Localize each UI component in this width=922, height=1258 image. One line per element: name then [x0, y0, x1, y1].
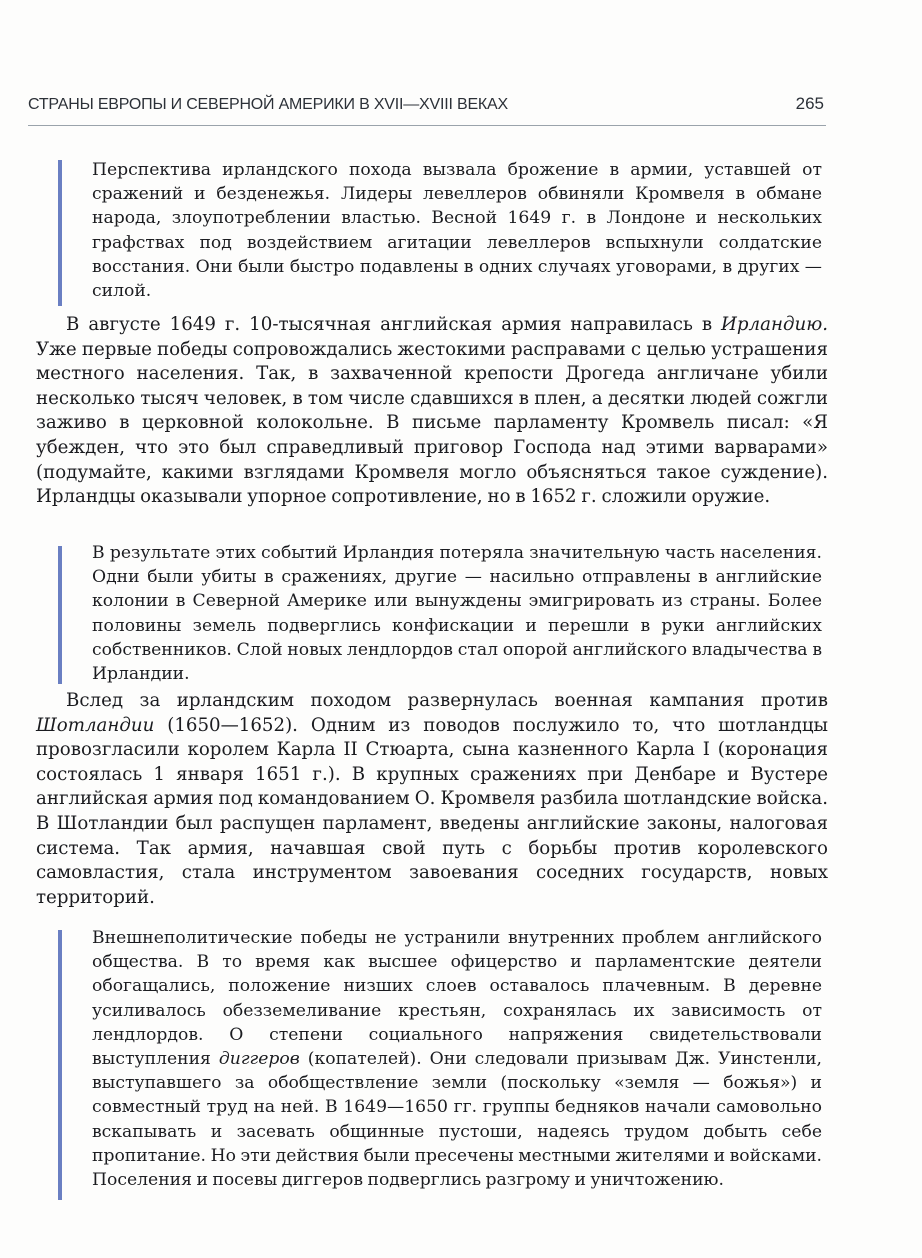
aside-paragraph-2: [92, 541, 822, 686]
main-paragraph-2: [36, 689, 828, 910]
aside-marker-bar: [58, 546, 62, 684]
main-1-intro: В августе 1649 г. 10-тысячная английская армия направилась в: [66, 314, 722, 335]
main-2-intro: Вслед за ирландским походом развернулась военная кампания против: [66, 690, 828, 711]
aside-3-text: (копателей). Они следовали призывам Дж. Уинстенли, выступавшего за обобществление земли (поскольку «земля — божья») и совместный труд на ней. В 1649—1650 гг. группы бедняков начали самовольно вскапывать и засевать общинные пустоши, надеясь трудом добыть себе пропитание. Но эти действия были пресечены местными жителями и войсками. Поселения и посевы диггеров подверглись разгрому и уничтожению.: [92, 1049, 822, 1191]
running-head: СТРАНЫ ЕВРОПЫ И СЕВЕРНОЙ АМЕРИКИ В XVII—XVIII ВЕКАХ: [28, 96, 508, 113]
main-1-text: Уже первые победы сопровождались жестокими расправами с целью устрашения местного населения. Так, в захваченной крепости Дрогеда англичане убили несколько тысяч человек, в том числе сдавшихся в плен, а десятки людей сожгли заживо в церковной колокольне. В письме парламенту Кромвель писал: «Я убежден, что это был справедливый приговор Господа над этими варварами» (подумайте, какими взглядами Кромвеля могло объясняться такое суждение). Ирландцы оказывали упорное сопротивление, но в 1652 г. сложили оружие.: [36, 338, 828, 508]
aside-1-text: Перспектива ирландского похода вызвала брожение в армии, уставшей от сражений и безденежья. Лидеры левеллеров обвиняли Кромвеля в обмане народа, злоупотреблении властью. Весной 1649 г. в Лондоне и нескольких графствах под воздействием агитации левеллеров вспыхнули солдатские восстания. Они были быстро подавлены в одних случаях уговорами, в других — силой.: [92, 160, 822, 302]
aside-2-text: В результате этих событий Ирландия потеряла значительную часть населения. Одни были убиты в сражениях, другие — насильно отправлены в английские колонии в Северной Америке или вынуждены эмигрировать из страны. Более половины земель подверглись конфискации и перешли в руки английских собственников. Слой новых лендлордов стал опорой английского владычества в Ирландии.: [92, 543, 822, 685]
aside-marker-bar: [58, 160, 62, 306]
aside-paragraph-3: [92, 926, 822, 1192]
aside-3-intro: Внешнеполитические победы не устранили внутренних проблем английского общества. В то время как высшее офицерство и парламентские деятели обогащались, положение низших слоев оставалось плачевным. В деревне усиливалось обезземеливание крестьян, сохранялась их зависимость от лендлордов. О степени социального напряжения свидетельствовали выступления: [92, 928, 822, 1070]
main-paragraph-1: [36, 313, 828, 510]
aside-marker-bar: [58, 930, 62, 1200]
page-number: 265: [795, 94, 824, 113]
aside-3-term: диггеров: [218, 1049, 300, 1070]
main-1-term: Ирландию.: [721, 314, 828, 335]
main-2-text: (1650—1652). Одним из поводов послужило то, что шотландцы провозгласили королем Карла II Стюарта, сына казненного Карла I (коронация состоялась 1 января 1651 г.). В крупных сражениях при Денбаре и Вустере английская армия под командованием О. Кромвеля разбила шотландские войска. В Шотландии был распущен парламент, введены английские законы, налоговая система. Так армия, начавшая свой путь с борьбы против королевского самовластия, стала инструментом завоевания соседних государств, новых территорий.: [36, 714, 828, 908]
main-2-term: Шотландии: [36, 714, 155, 736]
header-rule: [28, 125, 826, 126]
aside-paragraph-1: [92, 158, 822, 303]
